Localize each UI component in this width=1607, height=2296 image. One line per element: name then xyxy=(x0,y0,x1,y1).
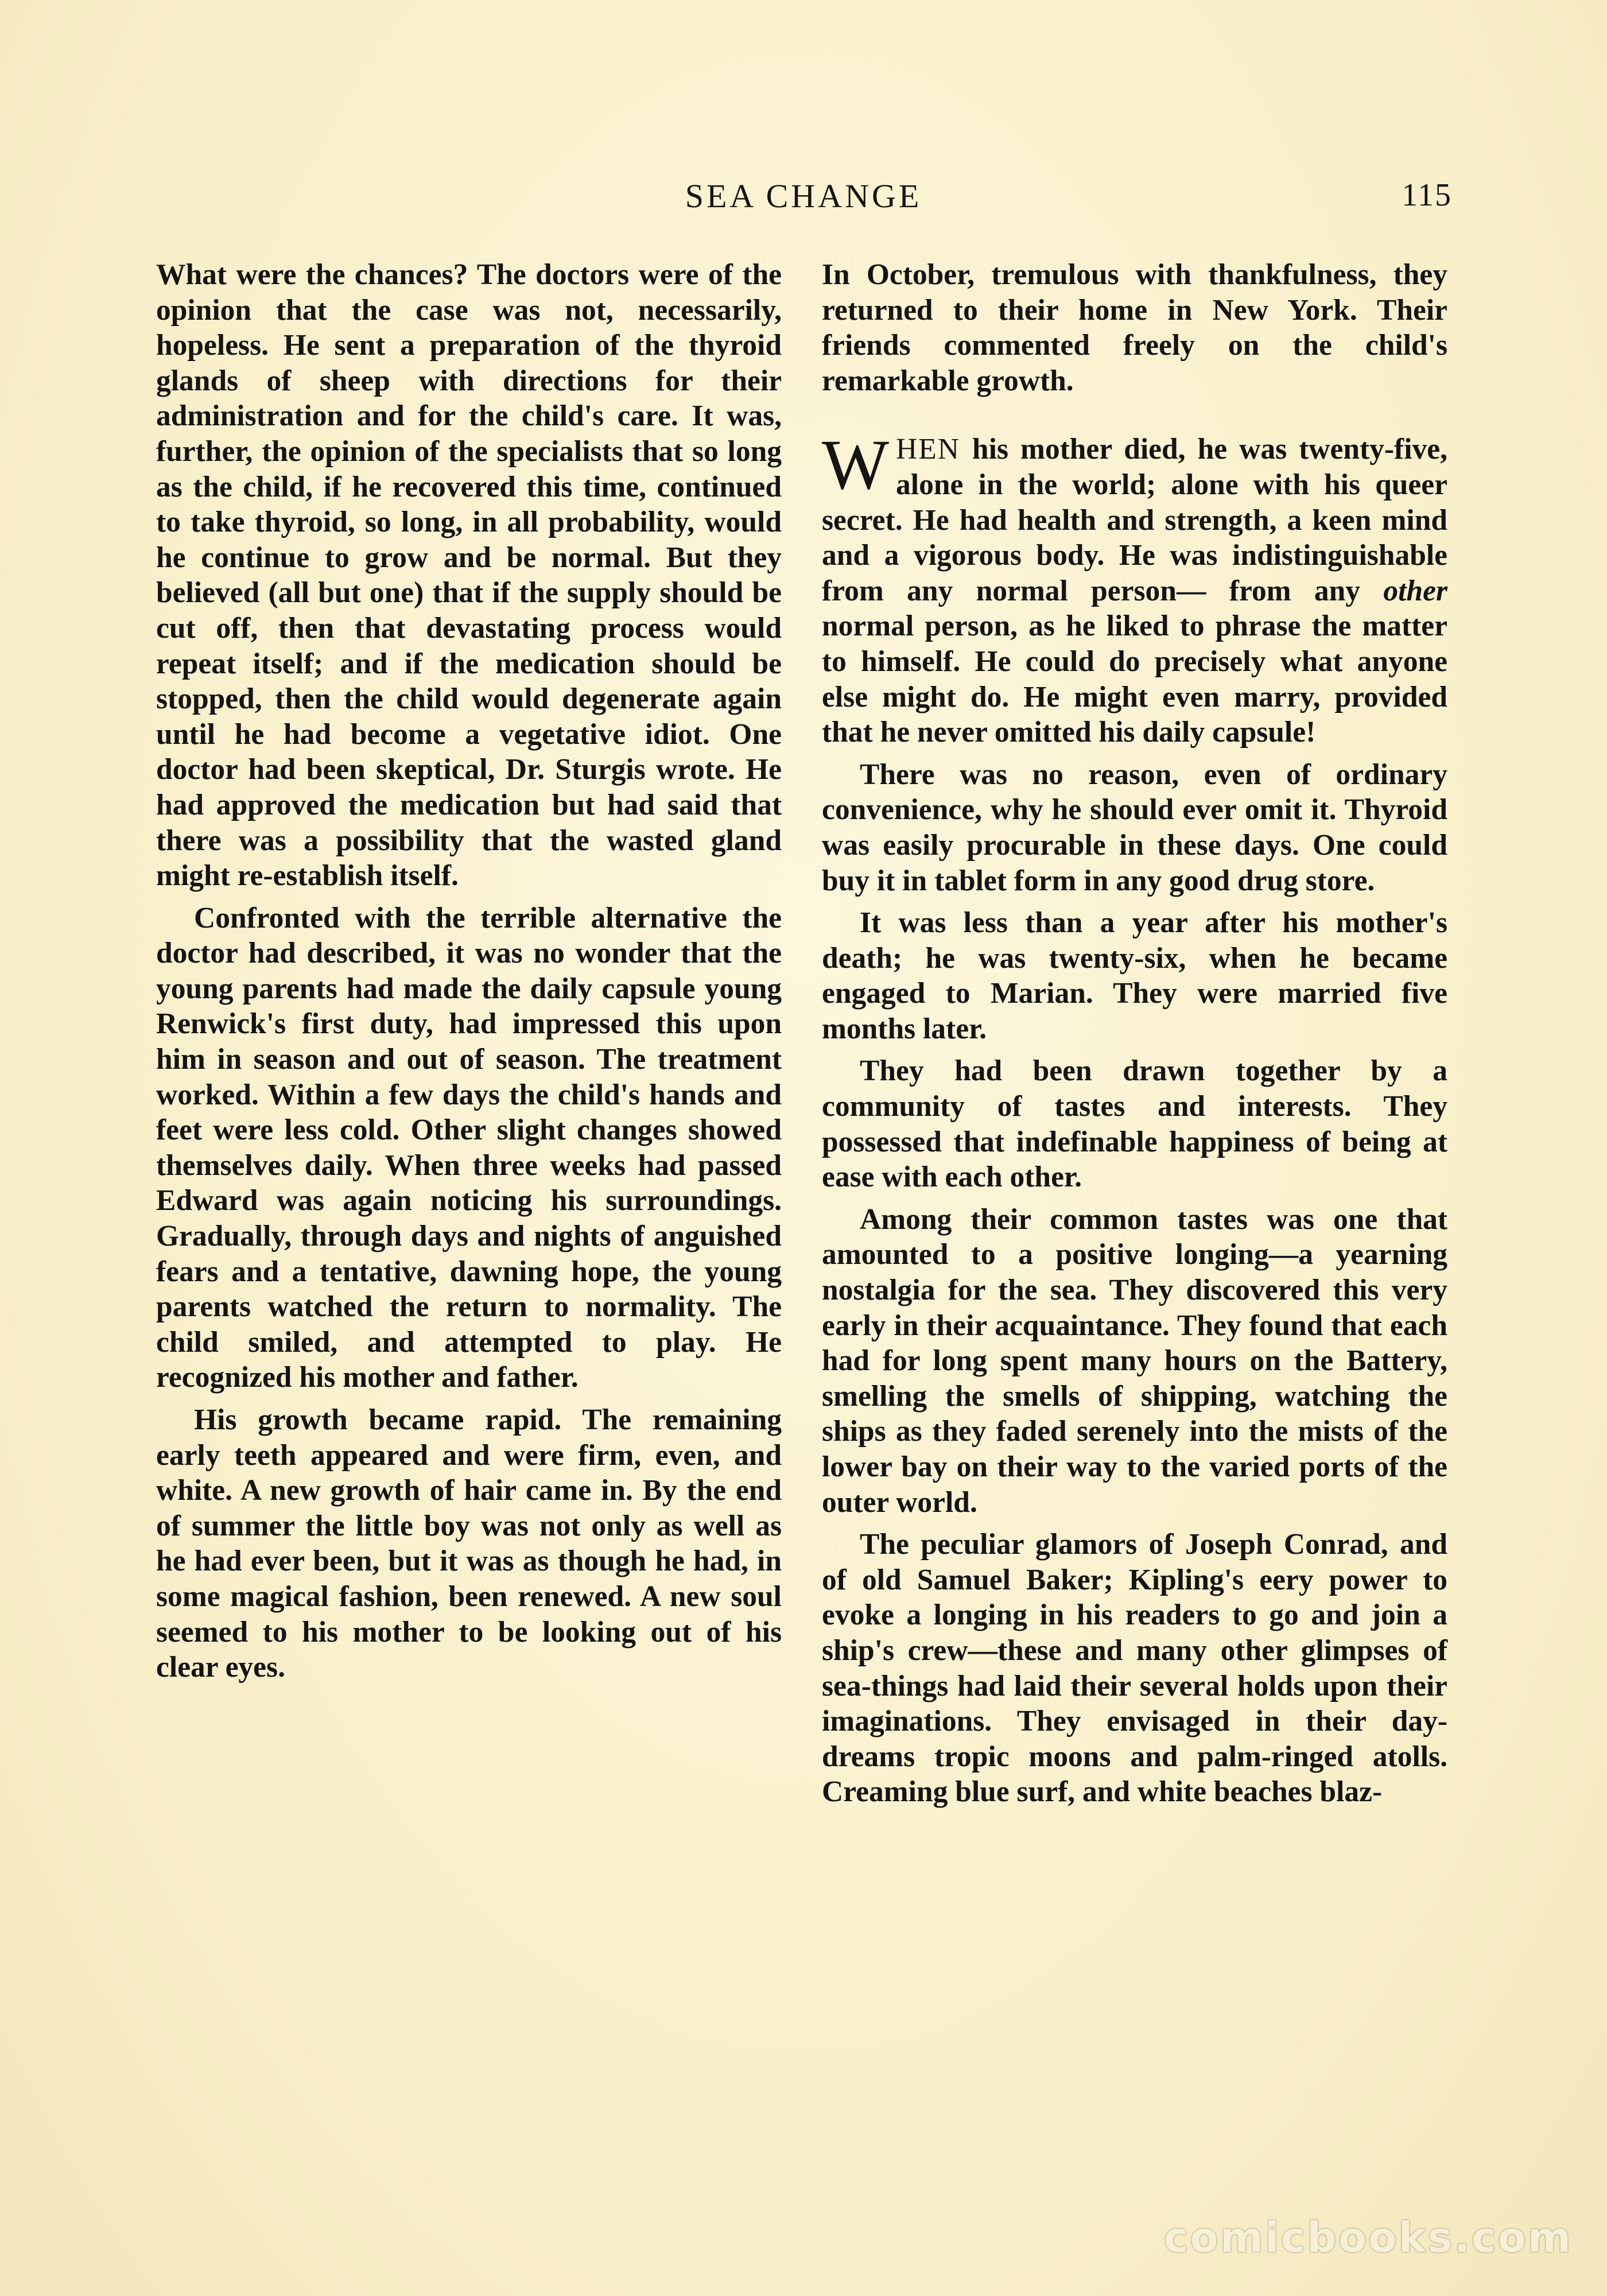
paragraph: Among their common tastes was one that amounted to a positive longing—a yearning nostalgia for the sea. They discovered this very early in their acquaintance. They found that each had for long spent many hours on the Battery, smelling the smells of shipping, watching the ships as they faded serenely into the mists of the lower bay on their way to the varied ports of the outer world. xyxy=(822,1203,1447,1519)
paragraph: Confronted with the terrible alternative the doctor had described, it was no wonder that the young parents had made the daily capsule young Renwick's first duty, had impressed this upon him in season and out of season. The treatment worked. Within a few days the child's hands and feet were less cold. Other slight changes showed themselves daily. When three weeks had passed Edward was again noticing his surroundings. Gradually, through days and nights of anguished fears and a tentative, dawning hope, the young parents watched the return to normality. The child smiled, and attempted to play. He recognized his mother and father. xyxy=(156,901,782,1394)
watermark: comicbooks.com xyxy=(1163,2213,1573,2262)
paragraph: His growth became rapid. The remaining early teeth appeared and were firm, even, and white. A new growth of hair came in. By the end of summer the little boy was not only as well as he had ever been, but it was as though he had, in some magical fashion, been renewed. A new soul seemed to his mother to be looking out of his clear eyes. xyxy=(156,1403,782,1684)
section-opening-paragraph xyxy=(822,425,1447,750)
paragraph: They had been drawn together by a community of tastes and interests. They possessed that indefinable happiness of being at ease with each other. xyxy=(822,1054,1447,1194)
paragraph-text: normal person, as he liked to phrase the matter to himself. He could do precisely what anyone else might do. He might even marry, provided that he never omitted his daily capsule! xyxy=(822,610,1447,749)
paragraph: What were the chances? The doctors were of the opinion that the case was not, necessarily, hopeless. He sent a preparation of the thyroid glands of sheep with directions for their administration and for the child's care. It was, further, the opinion of the specialists that so long as the child, if he recovered this time, continued to take thyroid, so long, in all probability, would he continue to grow and be normal. But they believed (all but one) that if the supply should be cut off, then that devastating process would repeat itself; and if the medication should be stopped, then the child would degenerate again until he had become a vegetative idiot. One doctor had been skeptical, Dr. Sturgis wrote. He had approved the medication but had said that there was a possibility that the wasted gland might re-establish itself. xyxy=(156,258,782,893)
page-number: 115 xyxy=(1402,177,1452,213)
right-column xyxy=(822,257,1447,1817)
paragraph: There was no reason, even of ordinary convenience, why he should ever omit it. Thyroid was easily procurable in these days. One could buy it in tablet form in any good drug store. xyxy=(822,758,1447,897)
drop-cap: W xyxy=(822,425,890,505)
running-title: SEA CHANGE xyxy=(685,177,922,215)
paragraph: The peculiar glamors of Joseph Conrad, and of old Samuel Baker; Kipling's eery power to evoke a longing in his readers to go and join a ship's crew—these and many other glimpses of sea-things had laid their several holds upon their imaginations. They envisaged in their day-dreams tropic moons and palm-ringed atolls. Creaming blue surf, and white beaches blaz- xyxy=(822,1528,1447,1809)
paragraph-text: his mother died, he was twenty-five, alone in the world; alone with his queer secret. He had health and strength, a keen mind and a vigorous body. He was indistinguishable from any normal person— from any xyxy=(822,433,1447,607)
italic-word: other xyxy=(1383,574,1447,607)
left-column xyxy=(156,257,782,1692)
lead-in-caps: HEN xyxy=(896,433,960,466)
paragraph: In October, tremulous with thankfulness, they returned to their home in New York. Their friends commented freely on the child's remarkable growth. xyxy=(822,258,1447,397)
paragraph: It was less than a year after his mother's death; he was twenty-six, when he became engaged to Marian. They were married five months later. xyxy=(822,906,1447,1045)
